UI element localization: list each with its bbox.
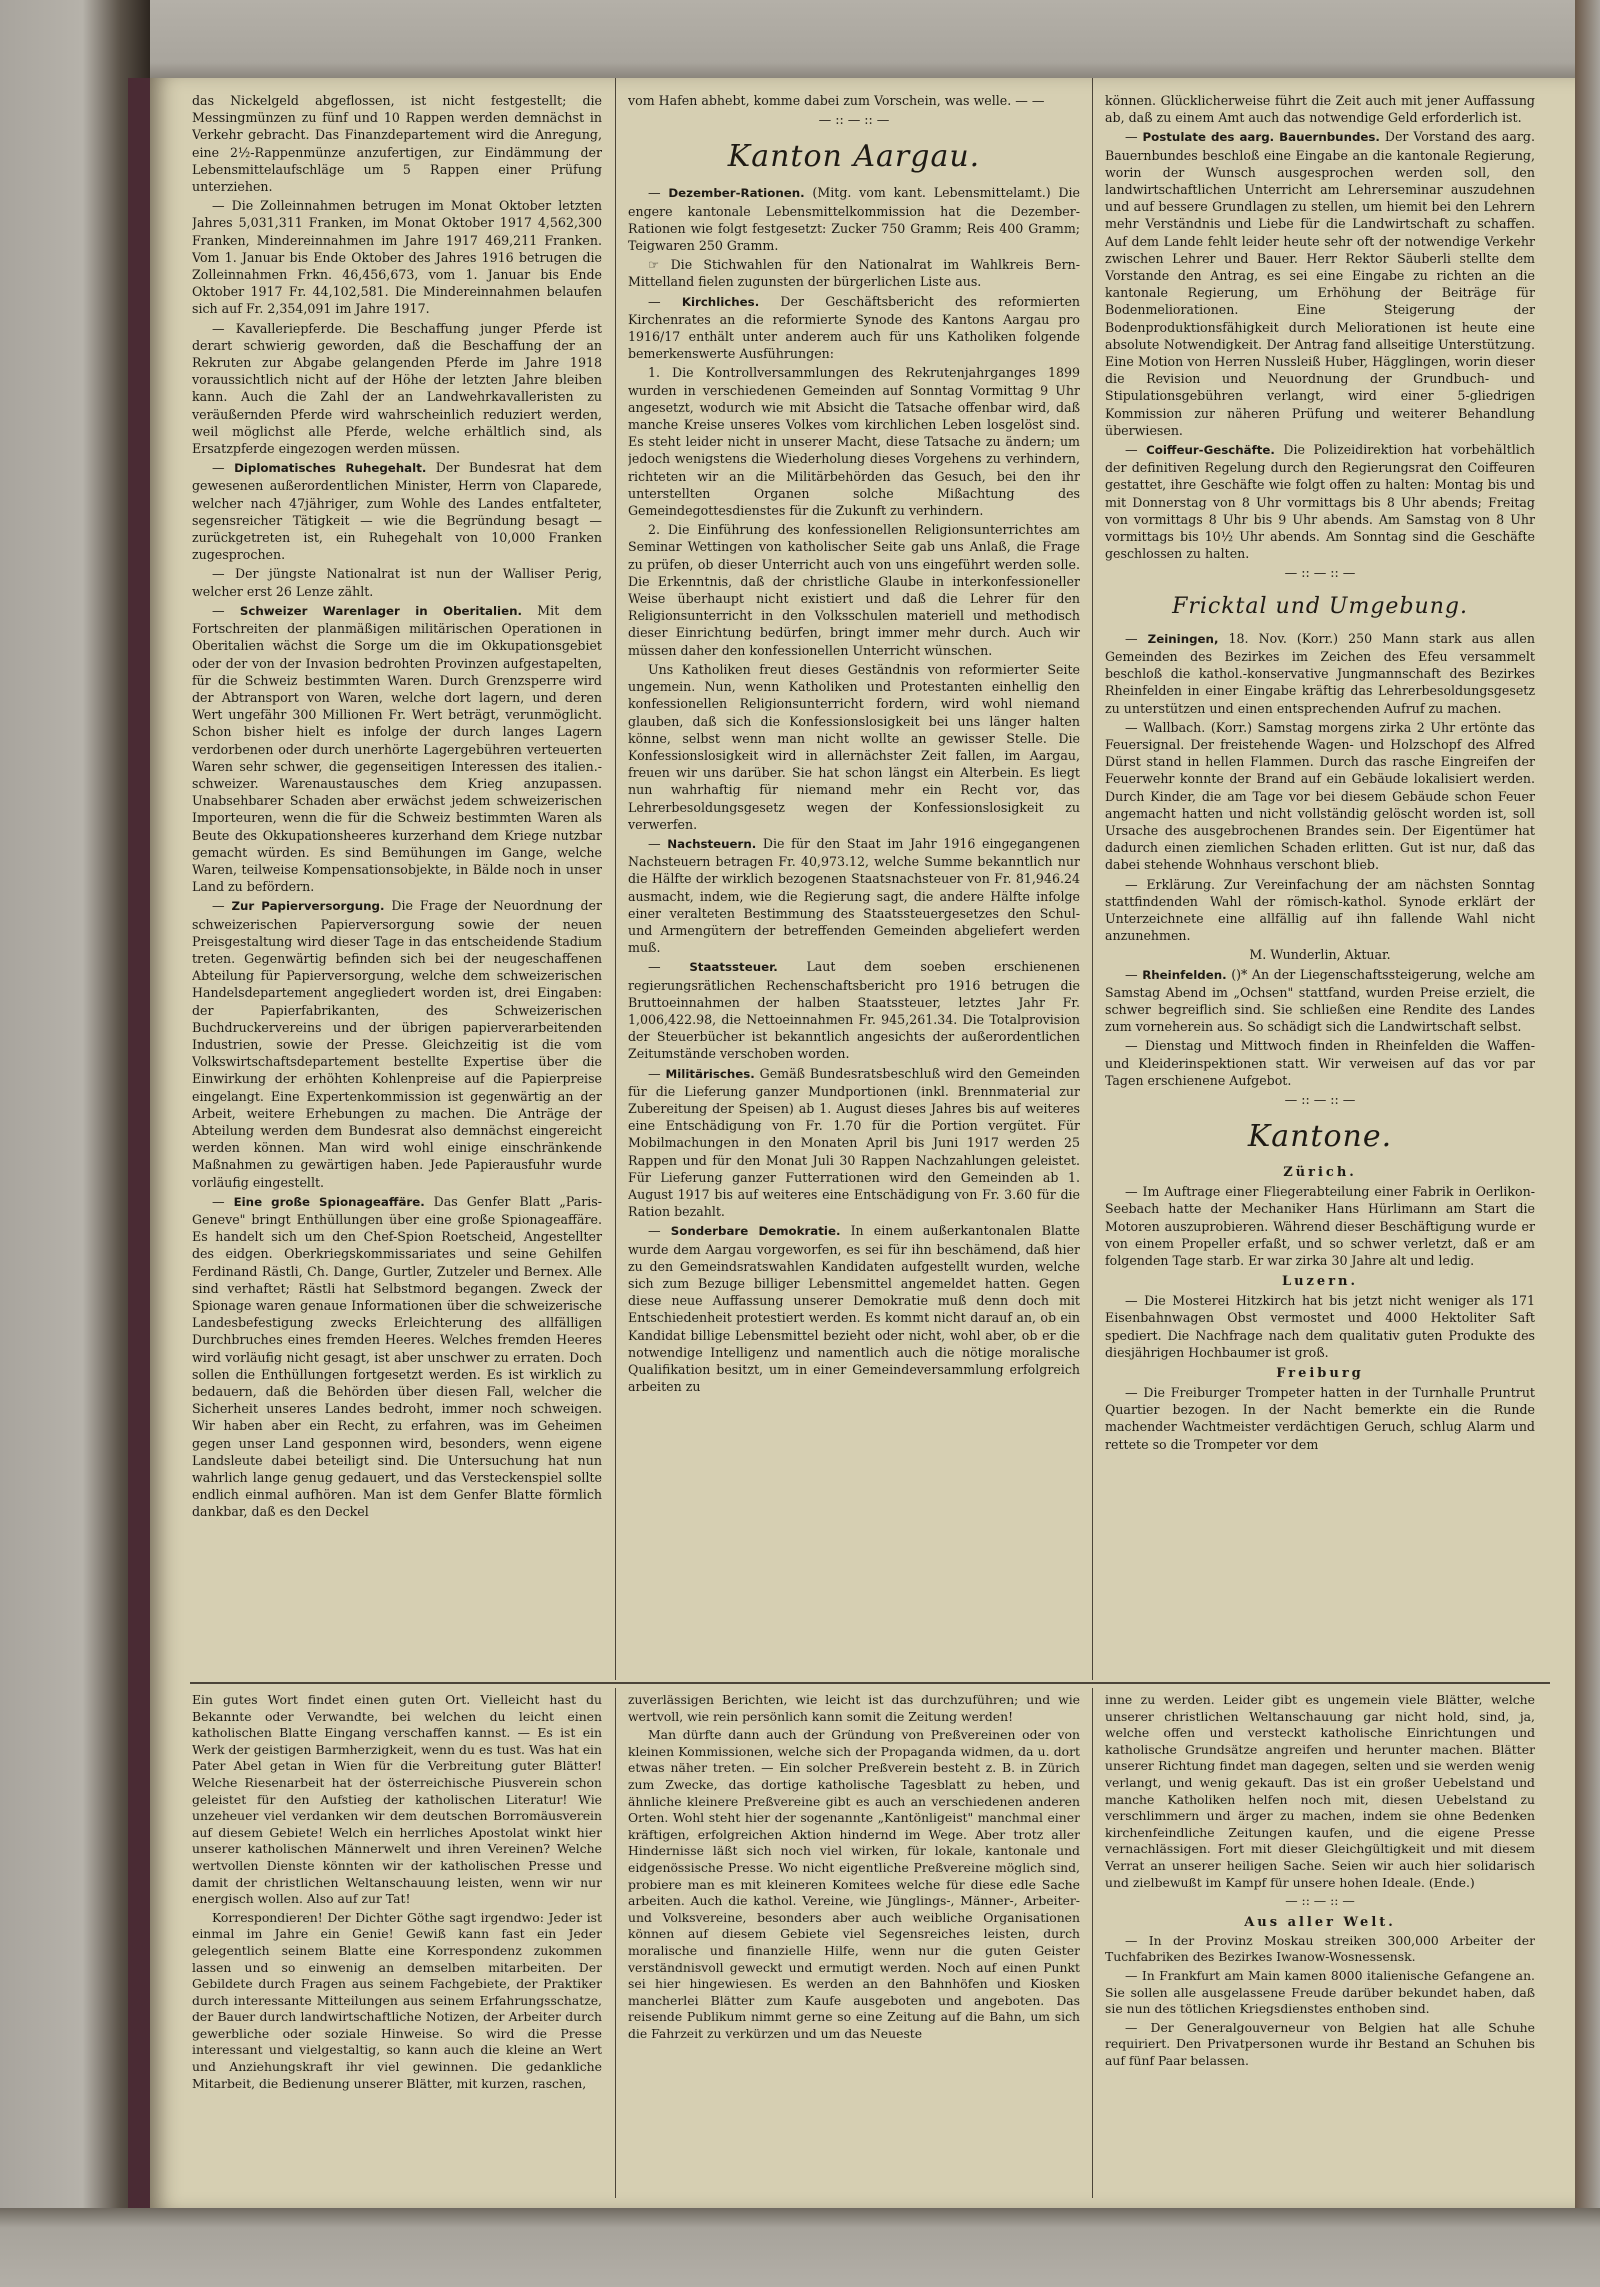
section-title-kanton-aargau: Kanton Aargau.: [727, 139, 981, 175]
section-title-aus-aller-welt: Aus aller Welt.: [1244, 1914, 1396, 1930]
paragraph: ☞ Die Stichwahlen für den Nationalrat im Wahlkreis Bern-Mittelland fielen zugunsten der bürgerlichen Liste aus.: [628, 257, 1080, 290]
section-divider-rule: [190, 1682, 1550, 1684]
bottom-column-2: [628, 1692, 1080, 2198]
paragraph: — Rheinfelden. ()* An der Liegenschaftssteigerung, welche am Samstag Abend im „Ochsen" stattfand, wurden Preise erzielt, die schwer begreiflich sind. Sie schließen eine Rendite des Landes zum vorneherein aus. So schädigt sich die Landwirtschaft selbst.: [1105, 966, 1535, 1035]
paragraph: — In Frankfurt am Main kamen 8000 italienische Gefangene an. Sie sollen alle ausgelassene Freude darüber bekundet haben, daß sie nun des tötlichen Kriegsdienstes enthoben sind.: [1105, 1967, 1535, 2017]
paragraph-text: Gemäß Bundesratsbeschluß wird den Gemeinden für die Lieferung ganzer Mundportionen (inkl. Brennmaterial zur Zubereitung der Speisen) ab 1. August dieses Jahres bis auf weiteres eine Entschädigung von Fr. 1.70 für die Portion vergütet. Für Mobilmachungen in den Monaten April bis Juni 1917 werden 25 Rappen und für den Monat Juli 30 Rappen Nachzahlungen geleistet. Für Lieferung ganzer Futterrationen wird den Gemeinden ab 1. August 1917 bis auf weiteres eine Entschädigung von Fr. 3.60 für die Ration bezahlt.: [628, 1065, 1080, 1220]
paragraph: — Die Freiburger Trompeter hatten in der Turnhalle Pruntrut Quartier bezogen. In der Nacht bemerkte ein die Runde machender Wachtmeister verdächtigen Geruch, schlug Alarm und rettete so die Trompeter vor dem: [1105, 1385, 1535, 1452]
paragraph: Man dürfte dann auch der Gründung von Preßvereinen oder von kleinen Kommissionen, welche sich der Propaganda widmen, da u. dort etwas näher treten. — Ein solcher Preßverein besteht z. B. in Zürich zum Zwecke, das dortige katholische Tagesblatt zu heben, und ähnliche kleinere Preßvereine gibt es auch an verschiedenen anderen Orten. Wohl steht hier der sogenannte „Kantönligeist" manchmal einer kräftigen, erfolgreichen Aktion hindernd im Wege. Aber trotz aller Hindernisse läßt sich noch viel wirken, für lokale, kantonale und eidgenössische Presse. Wo nicht eigentliche Preßvereine möglich sind, probiere man es mit kleineren Komitees welche für diese edle Sache arbeiten. Auch die kathol. Vereine, wie Jünglings-, Männer-, Arbeiter- und Volksvereine, besonders aber auch weibliche Organisationen können auf diesem Gebiete viel Segensreiches leisten, durch moralische und finanzielle Hilfe, wenn nur die guten Geister verständnisvoll geweckt und ermutigt werden. Noch auf einen Punkt sei hier hingewiesen. Es werden an den Bahnhöfen und Kiosken mancherlei Blätter zum Kaufe ausgeboten und angeboten. Das reisende Publikum nimmt gerne so eine Zeitung auf die Bahn, um sich die Fahrzeit zu verkürzen und um das Neueste: [628, 1727, 1080, 2041]
paragraph-text: In einem außerkantonalen Blatte wurde dem Aargau vorgeworfen, es sei für ihn beschämend, daß hier zu den Gemeindsratswahlen Kandidaten aufgestellt wurden, welche sich zum Bezuge billiger Lebensmittel angemeldet hatten. Gegen diese neue Auffassung unserer Demokratie muß denn doch mit Entschiedenheit protestiert werden. Es kommt nicht darauf an, ob ein Kandidat billige Lebensmittel bezieht oder nicht, wohl aber, ob er die notwendige Intelligenz und namentlich auch die nötige moralische Qualifikation besitzt, um in einer Gemeindeversammlung erfolgreich arbeiten zu: [628, 1223, 1080, 1395]
paragraph: — Der Generalgouverneur von Belgien hat alle Schuhe requiriert. Den Privatpersonen wurde ihr Bestand an Schuhen bis auf fünf Paar belassen.: [1105, 2019, 1535, 2068]
paragraph: — Kavalleriepferde. Die Beschaffung junger Pferde ist derart schwierig geworden, daß die Beschaffung der an Rekruten zur Abgabe gelangenden Pferde im Jahre 1918 voraussichtlich nicht auf der Höhe der letzten Jahre bleiben kann. Auch die Zahl der an Landwehrkavalleristen zu veräußernden Pferde wird wahrscheinlich reduziert werden, weil möglichst alle Pferde, welche erhältlich sind, als Ersatzpferde eingezogen werden müssen.: [192, 320, 602, 457]
article-heading: Sonderbare Demokratie.: [670, 1224, 841, 1239]
paragraph: — Postulate des aarg. Bauernbundes. Der Vorstand des aarg. Bauernbundes beschloß eine Eingabe an die kantonale Regierung, worin der Wunsch ausgesprochen werden soll, den landwirtschaftlichen Unterricht am Lehrerseminar auszudehnen und auf bessere Grundlagen zu stellen, um hiemit bei den Lehrern mehr Verständnis und Liebe für die Landwirtschaft zu schaffen. Auf dem Lande fehlt leider heute sehr oft der notwendige Verkehr zwischen Lehrer und Bauer. Herr Rektor Säuberli stellte dem Vorstande den Antrag, es sei eine Eingabe zu richten an die kantonale Regierung, um Erhöhung der Beiträge für Bodenmeliorationen. Eine Steigerung der Bodenproduktionsfähigkeit durch Meliorationen ist heute eine absolute Notwendigkeit. Der Antrag fand allseitige Unterstützung. Eine Motion von Herren Nussleiß Huber, Hägglingen, worin dieser die Revision und Neuordnung der Grundbuch- und Stipulationsgebühren verlangt, wird einer 5-gliedrigen Kommission zur näheren Prüfung und weiterer Behandlung überwiesen.: [1105, 129, 1535, 438]
separator: — :: — :: —: [1284, 1091, 1356, 1107]
paragraph: Ein gutes Wort findet einen guten Ort. Vielleicht hast du Bekannte oder Verwandte, bei welchen du leicht einen katholischen Blatte Eingang verschaffen kannst. — Es ist ein Werk der geistigen Barmherzigkeit, wenn du es tust. Was hat ein Pater Abel getan in Wien für die Verbreitung guter Blätter! Welche Riesenarbeit hat der österreichische Piusverein schon geleistet für den Aufstieg der katholischen Literatur! Wie unzeheuer viel verdanken wir dem deutschen Borromäusverein auf diesem Gebiete! Welch ein herrliches Apostolat winkt hier unserer katholischen Männerwelt und ihren Vereinen? Welche wertvollen Dienste könnten wir der katholischen Presse und damit der christlichen Weltanschauung leisten, wenn wir nur energisch wollen. Also auf zur Tat!: [192, 1692, 602, 1907]
paragraph-text: Das Genfer Blatt „Paris-Geneve" bringt Enthüllungen über eine große Spionageaffäre. Es handelt sich um den Chef-Spion Roetscheid, Angestellter des eidgen. Oberkriegskommissariates und seine Gehilfen Ferdinand Rästli, Ch. Dange, Gurtler, Zutzeler und Bernex. Alle sind verhaftet; Rästli hat Selbstmord begangen. Zweck der Spionage waren genaue Informationen über die schweizerische Landesbefestigung zwecks Erleichterung des allfälligen Durchbruches eines fremden Heeres. Welches fremden Heeres wird vorläufig nicht gesagt, ist aber unschwer zu erraten. Doch sollen die Enthüllungen fortgesetzt werden. Es ist wirklich zu bedauern, daß die Behörden über diesen Fall, welcher die Sicherheit unseres Landes bedroht, immer noch schweigen. Wir haben aber ein Recht, zu erfahren, was im Geheimen gegen unser Land gesponnen wird, besonders, wenn eigene Landsleute dabei beteiligt sind. Die Untersuchung hat nun wahrlich lange genug gedauert, und das Versteckenspiel sollte endlich einmal aufhören. Man ist dem Genfer Blatte förmlich dankbar, daß es den Deckel: [192, 1193, 602, 1520]
paragraph: — Der jüngste Nationalrat ist nun der Walliser Perig, welcher erst 26 Lenze zählt.: [192, 566, 602, 599]
paragraph-text: Der Bundesrat hat dem gewesenen außerordentlichen Minister, Herrn von Claparede, welcher nach 47jähriger, zum Wohle des Landes entfalteter, segensreicher Tätigkeit — wie die Begründung besagt — zurückgetreten ist, ein Ruhegehalt von 10,000 Franken zugesprochen.: [192, 460, 602, 563]
book-edge-bottom: [0, 2208, 1600, 2287]
paragraph-text: (Mitg. vom kant. Lebensmittelamt.) Die engere kantonale Lebensmittelkommission hat die Dezember-Rationen wie folgt festgesetzt: Zucker 750 Gramm; Reis 400 Gramm; Teigwaren 250 Gramm.: [628, 185, 1080, 254]
section-title-kantone: Kantone.: [1247, 1119, 1393, 1155]
article-column-1: [192, 92, 602, 1678]
paragraph: — Zeiningen, 18. Nov. (Korr.) 250 Mann stark aus allen Gemeinden des Bezirkes im Zeichen des Efeu versammelt beschloß die kathol.-konservative Jungmannschaft des Bezirkes Rheinfelden in einer Eingabe kräftig das Lehrerbesoldungsgesetz zu unterstützen und einen entsprechenden Aufruf zu machen.: [1105, 630, 1535, 716]
paragraph: — Schweizer Warenlager in Oberitalien. Mit dem Fortschreiten der planmäßigen militärischen Operationen in Oberitalien wächst die Sorge um die im Okkupationsgebiet oder der von der Invasion bedrohten Provinzen aufgestapelten, für die Schweiz bestimmten Waren. Durch Grenzsperre wird der Abtransport von Waren, welche dort lagern, und deren Wert ungefähr 300 Millionen Fr. Wert beträgt, verunmöglicht. Schon bisher hielt es infolge der durch langes Lagern verdorbenen oder durch unerhörte Lagergebühren verteuerten Waren sehr schwer, die gegenseitigen Interessen des italien.-schweizer. Warenaustausches dem Krieg anzupassen. Unabsehbarer Schaden aber erwächst jedem schweizerischen Importeuren, wenn die für die Schweiz bestimmten Waren als Beute des Okkupationsheeres kurzerhand dem Kriege nutzbar gemacht würden. Es sind Bemühungen im Gange, welche Waren, teilweise Kompensationsobjekte, in Bälde noch in unser Land zu befördern.: [192, 602, 602, 895]
paragraph: — Staatssteuer. Laut dem soeben erschienenen regierungsrätlichen Rechenschaftsbericht pro 1916 betrugen die Bruttoeinnahmen der halben Staatssteuer, letztes Jahr Fr. 1,006,422.98, die Nettoeinnahmen Fr. 945,261.34. Die Totalprovision der Steuerbücher ist bekanntlich angesichts der außerordentlichen Zeitumstände verschoben worden.: [628, 959, 1080, 1062]
newspaper-page: [150, 78, 1575, 2208]
separator: — :: — :: —: [1284, 565, 1356, 581]
paragraph: — Im Auftrage einer Fliegerabteilung einer Fabrik in Oerlikon-Seebach hatte der Mechaniker Hans Hürlimann am Start die Motoren auszuprobieren. Während dieser Beschäftigung wurde er von einem Propeller erfaßt, und so schwer verletzt, daß er am folgenden Tage starb. Er war zirka 30 Jahre alt und ledig.: [1105, 1184, 1535, 1268]
article-heading: Schweizer Warenlager in Oberitalien.: [239, 603, 522, 618]
paragraph: — Wallbach. (Korr.) Samstag morgens zirka 2 Uhr ertönte das Feuersignal. Der freistehende Wagen- und Holzschopf des Alfred Dürst stand in hellen Flammen. Durch das rasche Eingreifen der Feuerwehr konnte der Brand auf ein Gebäude lokalisiert werden. Durch Kinder, die am Tage vor bei diesem Gebäude schon Feuer angemacht hatten und nicht vollständig gelöscht worden ist, soll Ursache des ausgebrochenen Brandes sein. Der Eigentümer hat dadurch einen ziemlichen Schaden erlitten. Gut ist nur, daß das dabei stehende Wohnhaus verschont blieb.: [1105, 719, 1535, 873]
article-heading: Staatssteuer.: [689, 960, 778, 975]
paragraph: Korrespondieren! Der Dichter Göthe sagt irgendwo: Jeder ist einmal im Jahre ein Genie! Gewiß kann fast ein Jeder gelegentlich seinem Blatte eine Korrespondenz zukommen lassen und so einwenig an demselben mitarbeiten. Der Gebildete durch Fragen aus seinem Fachgebiete, der Praktiker durch interessante Mitteilungen aus seinem Erfahrungsschatze, der Bauer durch landwirtschaftliche Notizen, der Arbeiter durch gewerbliche oder soziale Hinweise. So wird die Presse interessant und vielgestaltig, so kann auch die kleine an Wert und Anziehungskraft ihr viel gewinnen. Die gedankliche Mitarbeit, die Bedienung unserer Blätter, mit kurzen, raschen,: [192, 1909, 602, 2091]
column-rule-1: [615, 78, 616, 1680]
subsection-title-luzern: Luzern.: [1281, 1274, 1359, 1290]
signature: M. Wunderlin, Aktuar.: [1249, 947, 1391, 963]
subsection-title-zurich: Zürich.: [1283, 1165, 1357, 1181]
article-heading: Militärisches.: [665, 1066, 755, 1081]
paragraph: [1105, 1692, 1535, 1891]
paragraph-text: Die Frage der Neuordnung der schweizerischen Papierversorgung sowie der neuen Preisgestaltung wird dieser Tage in das entscheidende Stadium treten. Gegenwärtig befinden sich bei der neugeschaffenen Abteilung für Papierversorgung, welche dem schweizerischen Handelsdepartement angegliedert worden ist, drei Eingaben: der Papierfabrikanten, des Schweizerischen Buchdruckervereins und der übrigen papierverarbeitenden Industrien, sowie der Presse. Gleichzeitig ist die vom Volkswirtschaftsdepartement bestellte Expertise über die Einwirkung der erhöhten Kohlenpreise auf die Papierpreise eingelangt. Eine Expertenkommission ist gegenwärtig an der Arbeit, weitere Erhebungen zu machen. Die Anträge der Abteilung werden dem Bundesrat also demnächst eingereicht werden können. Man wird wohl einige einschränkende Maßnahmen zu gewärtigen haben. Jede Papierausfuhr wurde vorläufig eingestellt.: [192, 898, 602, 1190]
article-heading: Rheinfelden.: [1142, 967, 1227, 982]
end-note: (Ende.): [1428, 1874, 1475, 1890]
book-spine-binding: [128, 78, 150, 2208]
paragraph: können. Glücklicherweise führt die Zeit auch mit jener Auffassung ab, daß zu einem Amt auch das notwendige Geld erforderlich ist.: [1105, 93, 1535, 126]
paragraph-text: inne zu werden. Leider gibt es ungemein viele Blätter, welche unserer christlichen Weltanschauung gar nicht hold, sind, ja, welche offen und versteckt katholische Einrichtungen und katholische Grundsätze angreifen und herunter machen. Blätter unserer Richtung findet man dagegen, selten und sie werden wenig verlangt, und wenig gekauft. Das ist ein großer Uebelstand und manche Katholiken helfen noch mit, diesen Uebelstand zu verschlimmern und ärger zu machen, indem sie ohne Bedenken kirchenfeindliche Zeitungen kaufen, und die eigene Presse vernachlässigen. Fort mit dieser Gleichgültigkeit und mit diesem Verrat an unserer heiligen Sache. Seien wir auch hier solidarisch und zielbewußt im Kampf für unsere hohen Ideale.: [1105, 1692, 1535, 1890]
paragraph: vom Hafen abhebt, komme dabei zum Vorschein, was welle. — —: [628, 93, 1045, 108]
column-rule-2: [1092, 78, 1093, 1680]
article-heading: Diplomatisches Ruhegehalt.: [234, 461, 427, 476]
paragraph: — Eine große Spionageaffäre. Das Genfer Blatt „Paris-Geneve" bringt Enthüllungen über eine große Spionageaffäre. Es handelt sich um den Chef-Spion Roetscheid, Angestellter des eidgen. Oberkriegskommissariates und seine Gehilfen Ferdinand Rästli, Ch. Dange, Gurtler, Zutzeler und Bernex. Alle sind verhaftet; Rästli hat Selbstmord begangen. Zweck der Spionage waren genaue Informationen über die schweizerische Landesbefestigung zwecks Erleichterung des allfälligen Durchbruches eines fremden Heeres. Welches fremden Heeres wird vorläufig nicht gesagt, ist aber unschwer zu erraten. Doch sollen die Enthüllungen fortgesetzt werden. Es ist wirklich zu bedauern, daß die Behörden über diesen Fall, welcher die Sicherheit unseres Landes bedroht, immer noch schweigen. Wir haben aber ein Recht, zu erfahren, was im Geheimen gegen unser Land gesponnen wird, besonders, wenn eigene Landsleute dabei beteiligt sind. Die Untersuchung hat nun wahrlich lange genug gedauert, und das Versteckenspiel sollte endlich einmal aufhören. Man ist dem Genfer Blatte förmlich dankbar, daß es den Deckel: [192, 1193, 602, 1520]
article-heading: Eine große Spionageaffäre.: [233, 1194, 425, 1209]
paragraph: — Dienstag und Mittwoch finden in Rheinfelden die Waffen- und Kleiderinspektionen statt. Wir verweisen auf das vor par Tagen erschienene Aufgebot.: [1105, 1038, 1535, 1088]
paragraph: zuverlässigen Berichten, wie leicht ist das durchzuführen; und wie wertvoll, wie rein persönlich kann somit die Zeitung werden!: [628, 1692, 1080, 1724]
separator: — :: — :: —: [818, 112, 890, 128]
paragraph: — In der Provinz Moskau streiken 300,000 Arbeiter der Tuchfabriken des Bezirkes Iwanow-Wosnessensk.: [1105, 1932, 1535, 1965]
paragraph: — Erklärung. Zur Vereinfachung der am nächsten Sonntag stattfindenden Wahl der römisch-kathol. Synode erklärt der Unterzeichnete eine allfällig auf ihn fallende Wahl nicht anzunehmen.: [1105, 876, 1535, 944]
book-edge-right: [1575, 0, 1600, 2287]
bottom-column-3: [1105, 1692, 1535, 2198]
paragraph-text: Der Vorstand des aarg. Bauernbundes beschloß eine Eingabe an die kantonale Regierung, worin der Wunsch ausgesprochen werden soll, den landwirtschaftlichen Unterricht am Lehrerseminar auszudehnen und auf bessere Grundlagen zu stellen, um hiemit bei den Lehrern mehr Verständnis und Liebe für die Landwirtschaft zu schaffen. Auf dem Lande fehlt leider heute sehr oft der notwendige Verkehr zwischen Lehrer und Bauer. Herr Rektor Säuberli stellte dem Vorstande den Antrag, es sei eine Eingabe zu richten an die kantonale Regierung, um Erhöhung der Beiträge für Bodenmeliorationen. Eine Steigerung der Bodenproduktionsfähigkeit durch Meliorationen ist heute eine absolute Notwendigkeit. Der Antrag fand allseitige Unterstützung. Eine Motion von Herren Nussleiß Huber, Hägglingen, worin dieser die Revision und Neuordnung der Grundbuch- und Stipulationsgebühren verlangt, wird einer 5-gliedrigen Kommission zur näheren Prüfung und weiterer Behandlung überwiesen.: [1105, 129, 1535, 438]
article-column-2: [628, 92, 1080, 1678]
paragraph: — Dezember-Rationen. (Mitg. vom kant. Lebensmittelamt.) Die engere kantonale Lebensmittelkommission hat die Dezember-Rationen wie folgt festgesetzt: Zucker 750 Gramm; Reis 400 Gramm; Teigwaren 250 Gramm.: [628, 185, 1080, 254]
bottom-column-1: [192, 1692, 602, 2198]
paragraph-text: Die Polizeidirektion hat vorbehältlich der definitiven Regelung durch den Regierungsrat den Coiffeuren gestattet, ihre Geschäfte wie folgt offen zu halten: Montag bis und mit Donnerstag von 8 Uhr vormittags bis 8 Uhr abends; Freitag von vormittags 8 Uhr bis 9 Uhr abends. Am Samstag von 8 Uhr vormittags bis 10½ Uhr abends. Am Sonntag sind die Geschäfte geschlossen zu halten.: [1105, 442, 1535, 562]
paragraph: — Diplomatisches Ruhegehalt. Der Bundesrat hat dem gewesenen außerordentlichen Minister, Herrn von Claparede, welcher nach 47jähriger, zum Wohle des Landes entfalteter, segensreicher Tätigkeit — wie die Begründung besagt — zurückgetreten ist, ein Ruhegehalt von 10,000 Franken zugesprochen.: [192, 460, 602, 563]
paragraph: — Sonderbare Demokratie. In einem außerkantonalen Blatte wurde dem Aargau vorgeworfen, es sei für ihn beschämend, daß hier zu den Gemeindsratswahlen Kandidaten aufgestellt wurden, welche sich zum Bezuge billiger Lebensmittel angemeldet hatten. Gegen diese neue Auffassung unserer Demokratie muß denn doch mit Entschiedenheit protestiert werden. Es kommt nicht darauf an, ob ein Kandidat billige Lebensmittel bezieht oder nicht, wohl aber, ob er die notwendige Intelligenz und namentlich auch die nötige moralische Qualifikation besitzt, um in einer Gemeindeversammlung erfolgreich arbeiten zu: [628, 1223, 1080, 1395]
article-heading: Postulate des aarg. Bauernbundes.: [1142, 130, 1380, 145]
bottom-column-rule-1: [615, 1688, 616, 2198]
article-heading: Coiffeur-Geschäfte.: [1146, 443, 1275, 458]
article-heading: Dezember-Rationen.: [668, 186, 805, 201]
article-heading: Zur Papierversorgung.: [231, 899, 385, 914]
paragraph: — Die Mosterei Hitzkirch hat bis jetzt nicht weniger als 171 Eisenbahnwagen Obst vermostet und 4000 Hektoliter Saft spediert. Die Nachfrage nach dem qualitativ guten Produkte des diesjährigen Hochbaumer ist groß.: [1105, 1293, 1535, 1360]
article-column-3: [1105, 92, 1535, 1678]
paragraph: — Militärisches. Gemäß Bundesratsbeschluß wird den Gemeinden für die Lieferung ganzer Mundportionen (inkl. Brennmaterial zur Zubereitung der Speisen) ab 1. August dieses Jahres bis auf weiteres eine Entschädigung von Fr. 1.70 für die Portion vergütet. Für Mobilmachungen in den Monaten April bis Juni 1917 werden 25 Rappen und für den Monat Juli 30 Rappen Nachzahlungen geleistet. Für Lieferung ganzer Futterrationen wird den Gemeinden ab 1. August 1917 bis auf weiteres eine Entschädigung von Fr. 3.60 für die Ration bezahlt.: [628, 1065, 1080, 1220]
paragraph: 1. Die Kontrollversammlungen des Rekrutenjahrganges 1899 wurden in verschiedenen Gemeinden auf Sonntag Vormittag 9 Uhr angesetzt, wodurch wie mit Absicht die Tatsache offenbar wird, daß manche Kreise unseres Volkes vom kirchlichen Leben losgelöst sind. Es steht leider nicht in unserer Macht, diese Tatsache zu ändern; um jedoch wenigstens die Wiederholung dieses Vorgehens zu verhindern, richteten wir an die Militärbehörden das Gesuch, bei den ihr unterstellten Organen solche Mißachtung des Gemeindegottesdienstes für die Zukunft zu verhindern.: [628, 365, 1080, 519]
paragraph: — Kirchliches. Der Geschäftsbericht des reformierten Kirchenrates an die reformierte Synode des Kantons Aargau pro 1916/17 enthält unter anderem auch für uns Katholiken folgende bemerkenswerte Ausführungen:: [628, 293, 1080, 362]
article-heading: Zeiningen,: [1147, 631, 1219, 646]
paragraph: — Die Zolleinnahmen betrugen im Monat Oktober letzten Jahres 5,031,311 Franken, im Monat Oktober 1917 4,562,300 Franken, Mindereinnahmen im Jahre 1917 469,211 Franken. Vom 1. Januar bis Ende Oktober des Jahres 1916 betrugen die Zolleinnahmen Frkn. 46,456,673, vom 1. Januar bis Ende Oktober 1917 Fr. 44,102,581. Die Mindereinnahmen belaufen sich auf Fr. 2,354,091 im Jahre 1917.: [192, 198, 602, 317]
paragraph-text: Der Geschäftsbericht des reformierten Kirchenrates an die reformierte Synode des Kantons Aargau pro 1916/17 enthält unter anderem auch für uns Katholiken folgende bemerkenswerte Ausführungen:: [628, 293, 1080, 362]
article-heading: Kirchliches.: [681, 294, 760, 309]
paragraph: — Coiffeur-Geschäfte. Die Polizeidirektion hat vorbehältlich der definitiven Regelung durch den Regierungsrat den Coiffeuren gestattet, ihre Geschäfte wie folgt offen zu halten: Montag bis und mit Donnerstag von 8 Uhr vormittags bis 8 Uhr abends; Freitag von vormittags 8 Uhr bis 9 Uhr abends. Am Samstag von 8 Uhr vormittags bis 10½ Uhr abends. Am Sonntag sind die Geschäfte geschlossen zu halten.: [1105, 442, 1535, 562]
paragraph: das Nickelgeld abgeflossen, ist nicht festgestellt; die Messingmünzen zu fünf und 10 Rappen werden demnächst in Verkehr gebracht. Das Finanzdepartement wird die Anregung, eine 2½-Rappenmünze anzufertigen, zur Eindämmung der Lebensmittelaufschläge um 5 Rappen einer Prüfung unterziehen.: [192, 93, 602, 195]
paragraph-text: ()* An der Liegenschaftssteigerung, welche am Samstag Abend im „Ochsen" stattfand, wurden Preise erzielt, die schwer begreiflich sind. Sie schließen eine Rendite des Landes zum vorneherein aus. So schädigt sich die Landwirtschaft selbst.: [1105, 966, 1535, 1035]
bottom-column-rule-2: [1092, 1688, 1093, 2198]
paragraph: Uns Katholiken freut dieses Geständnis von reformierter Seite ungemein. Nun, wenn Katholiken und Protestanten einhellig den konfessionellen Religionsunterricht fordern, wird wohl niemand glauben, daß sich die Konfessionslosigkeit bei uns länger halten könne, selbst wenn man nicht wollte an gewisser Stelle. Die Konfessionslosigkeit wird in allernächster Zeit fallen, im Aargau, freuen wir uns darüber. Sie hat schon längst ein Alterbein. Es liegt nun wahrhaftig für niemand mehr ein Recht vor, das Lehrerbesoldungsgesetz wegen der Konfessionslosigkeit zu verwerfen.: [628, 661, 1080, 832]
paragraph: — Zur Papierversorgung. Die Frage der Neuordnung der schweizerischen Papierversorgung sowie der neuen Preisgestaltung wird dieser Tage in das entscheidende Stadium treten. Gegenwärtig befinden sich bei der neugeschaffenen Abteilung für Papierversorgung, welche dem schweizerischen Handelsdepartement angegliedert worden ist, drei Eingaben: der Papierfabrikanten, des Schweizerischen Buchdruckervereins und der übrigen papierverarbeitenden Industrien, sowie der Presse. Gleichzeitig ist die vom Volkswirtschaftsdepartement bestellte Expertise über die Einwirkung der erhöhten Kohlenpreise auf die Papierpreise eingelangt. Eine Expertenkommission ist gegenwärtig an der Arbeit, weitere Erhebungen zu machen. Die Anträge der Abteilung werden dem Bundesrat also demnächst eingereicht werden können. Man wird wohl einige einschränkende Maßnahmen zu gewärtigen haben. Jede Papierausfuhr wurde vorläufig eingestellt.: [192, 898, 602, 1190]
subsection-title-freiburg: Freiburg: [1276, 1366, 1364, 1381]
section-title-fricktal: Fricktal und Umgebung.: [1172, 593, 1468, 619]
article-heading: Nachsteuern.: [667, 836, 757, 851]
book-edge-top: [0, 0, 1600, 78]
paragraph: 2. Die Einführung des konfessionellen Religionsunterrichtes am Seminar Wettingen von katholischer Seite gab uns Anlaß, die Frage zu prüfen, ob dieser Unterricht auch von uns eingeführt werden solle. Die Erkenntnis, daß der christliche Glaube in interkonfessioneller Weise überhaupt nicht existiert und daß die Lehrer für den Religionsunterricht in den Volksschulen materiell und methodisch dieser Einrichtung bedürfen, bringt immer mehr durch. Auch wir müssen daher den konfessionellen Unterricht wünschen.: [628, 522, 1080, 658]
paragraph: — Nachsteuern. Die für den Staat im Jahr 1916 eingegangenen Nachsteuern betragen Fr. 40,973.12, welche Summe bekanntlich nur die Hälfte der wirklich bezogenen Staatsnachsteuer von Fr. 81,946.24 ausmacht, indem, wie die Regierung sagt, die andere Hälfte infolge einer veralteten Bestimmung des Staatssteuergesetzes den Schul- und Armengütern der betreffenden Gemeinden abgeliefert werden muß.: [628, 835, 1080, 956]
paragraph-text: Die für den Staat im Jahr 1916 eingegangenen Nachsteuern betragen Fr. 40,973.12, welche Summe bekanntlich nur die Hälfte der wirklich bezogenen Staatsnachsteuer von Fr. 81,946.24 ausmacht, indem, wie die Regierung sagt, die andere Hälfte infolge einer veralteten Bestimmung des Staatssteuergesetzes den Schul- und Armengütern der betreffenden Gemeinden abgeliefert werden muß.: [628, 835, 1080, 956]
paragraph-text: 18. Nov. (Korr.) 250 Mann stark aus allen Gemeinden des Bezirkes im Zeichen des Efeu versammelt beschloß die kathol.-konservative Jungmannschaft des Bezirkes Rheinfelden in einer Eingabe kräftig das Lehrerbesoldungsgesetz zu unterstützen und einen entsprechenden Aufruf zu machen.: [1105, 630, 1535, 716]
separator: — :: — :: —: [1285, 1893, 1355, 1909]
paragraph-text: Laut dem soeben erschienenen regierungsrätlichen Rechenschaftsbericht pro 1916 betrugen die Bruttoeinnahmen der halben Staatssteuer, letztes Jahr Fr. 1,006,422.98, die Nettoeinnahmen Fr. 945,261.34. Die Totalprovision der Steuerbücher ist bekanntlich angesichts der außerordentlichen Zeitumstände verschoben worden.: [628, 959, 1080, 1062]
paragraph-text: Mit dem Fortschreiten der planmäßigen militärischen Operationen in Oberitalien wächst die Sorge um die im Okkupationsgebiet oder der von der Invasion bedrohten Provinzen aufgestapelten, für die Schweiz bestimmten Waren. Durch Grenzsperre wird der Abtransport von Waren, welche dort lagern, und deren Wert ungefähr 300 Millionen Fr. Wert beträgt, verunmöglicht. Schon bisher hielt es infolge der durch langes Lagern verdorbenen oder durch unerhörte Lagergebühren verteuerten Waren sehr schwer, die gegenseitigen Interessen des italien.-schweizer. Warenaustausches dem Krieg anzupassen. Unabsehbarer Schaden aber erwächst jedem schweizerischen Importeuren, wenn die für die Schweiz bestimmten Waren als Beute des Okkupationsheeres kurzerhand dem Kriege nutzbar gemacht würden. Es sind Bemühungen im Gange, welche Waren, teilweise Kompensationsobjekte, in Bälde noch in unser Land zu befördern.: [192, 602, 602, 895]
